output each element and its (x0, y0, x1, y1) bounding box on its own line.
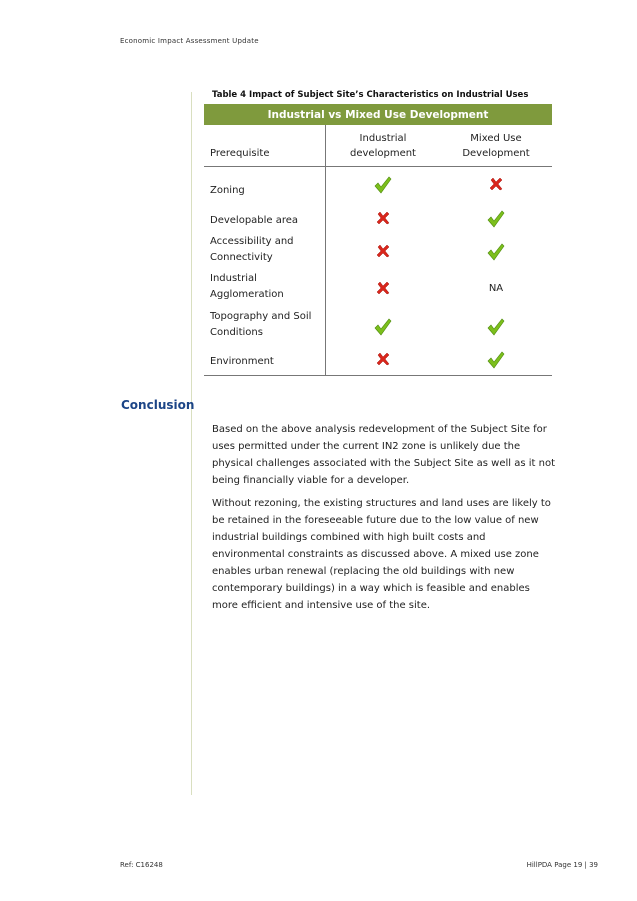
tick-icon (374, 318, 392, 336)
industrial-cell (326, 346, 441, 376)
row-label (204, 308, 326, 346)
industrial-cell (326, 234, 441, 271)
row-label (204, 167, 326, 204)
row-label (204, 346, 326, 376)
conclusion-body (212, 421, 557, 620)
table-row (204, 308, 552, 346)
margin-rule (191, 92, 192, 795)
row-label-line: Conditions (210, 326, 263, 338)
cross-icon (376, 281, 390, 295)
tick-icon (487, 243, 505, 261)
col-header-industrial (326, 125, 441, 167)
mixed-cell (440, 167, 552, 204)
row-label-line: Developable area (210, 214, 299, 226)
tick-icon (487, 210, 505, 228)
industrial-cell (326, 271, 441, 308)
footer-reference: Ref: C16248 (120, 861, 163, 869)
tick-icon (487, 318, 505, 336)
row-label-line: Environment (210, 356, 274, 367)
row-label-line: Connectivity (210, 251, 273, 263)
row-label-line: Industrial (210, 272, 257, 284)
paragraph: Based on the above analysis redevelopment of the Subject Site for uses permitted under the current IN2 zone is unlikely due the physical challenges associated with the Subject Site as well as it not being financially viable for a developer. (212, 424, 556, 486)
col-header-industrial-line2: development (350, 148, 416, 159)
mixed-cell (440, 234, 552, 271)
industrial-cell (326, 308, 441, 346)
document-header: Economic Impact Assessment Update (120, 37, 259, 45)
col-header-prerequisite: Prerequisite (204, 125, 326, 167)
not-applicable-text: NA (488, 283, 504, 294)
cross-icon (376, 211, 390, 225)
cross-icon (376, 244, 390, 258)
col-header-industrial-line1: Industrial (359, 133, 407, 144)
col-header-mixed-line1: Mixed Use (470, 133, 522, 144)
table-row (204, 346, 552, 376)
industrial-cell (326, 167, 441, 204)
col-header-mixed (440, 125, 552, 167)
cross-icon (376, 352, 390, 366)
table-band-title: Industrial vs Mixed Use Development (204, 104, 552, 125)
table-header-row (204, 125, 552, 167)
row-label-line: Zoning (210, 184, 245, 196)
impact-table (204, 104, 552, 376)
mixed-cell (440, 308, 552, 346)
row-label (204, 271, 326, 308)
table-caption: Table 4 Impact of Subject Site’s Characteristics on Industrial Uses (212, 90, 529, 100)
row-label-line: Topography and Soil (210, 310, 312, 322)
footer-page-number: HillPDA Page 19 | 39 (526, 861, 598, 869)
tick-icon (374, 176, 392, 194)
table-row (204, 234, 552, 271)
table-row (204, 204, 552, 234)
mixed-cell (440, 271, 552, 308)
mixed-cell (440, 346, 552, 376)
table-row (204, 271, 552, 308)
paragraph: Without rezoning, the existing structures and land uses are likely to be retained in the foreseeable future due to the low value of new industrial buildings combined with high built costs and environmental constraints as discussed above. A mixed use zone enables urban renewal (replacing the old buildings with new contemporary buildings) in a way which is feasible and enables more efficient and intensive use of the site. (212, 498, 551, 611)
row-label-line: Agglomeration (210, 288, 284, 300)
section-heading-conclusion: Conclusion (121, 398, 195, 412)
table-band-row (204, 104, 552, 125)
table-row (204, 167, 552, 204)
row-label-line: Accessibility and (210, 235, 294, 247)
cross-icon (489, 177, 503, 191)
industrial-cell (326, 204, 441, 234)
tick-icon (487, 351, 505, 369)
row-label (204, 204, 326, 234)
col-header-mixed-line2: Development (462, 148, 530, 159)
mixed-cell (440, 204, 552, 234)
row-label (204, 234, 326, 271)
